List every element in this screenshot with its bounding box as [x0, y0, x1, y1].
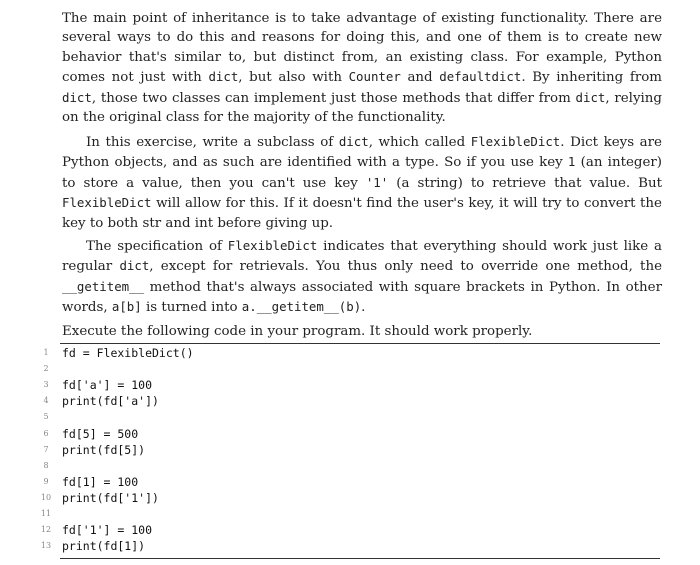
- code-line: [0, 458, 700, 474]
- paragraph-execute-instruction: [62, 322, 662, 341]
- text-run: The specification of: [86, 239, 228, 254]
- text-run: indicates that everything should work just like a regular: [62, 239, 662, 275]
- code-text: print(fd['a']): [62, 394, 159, 409]
- text-run: . By inheriting from: [521, 70, 662, 86]
- code-line: [0, 538, 700, 554]
- code-text: fd = FlexibleDict(): [62, 346, 194, 360]
- text-run: will allow for this. If it doesn't find the user's key, it will try to convert the key to both str and int before giving up.: [62, 196, 662, 231]
- code-line: [0, 442, 700, 458]
- inline-code: Counter: [348, 69, 401, 85]
- text-run: method that's always associated with square brackets in Python. In other words,: [62, 279, 662, 316]
- text-run: .: [361, 300, 366, 316]
- text-run: Execute the following code in your program. It should work properly.: [62, 324, 533, 339]
- inline-code: dict: [338, 134, 369, 149]
- code-line: [0, 474, 700, 490]
- code-block-bottom-rule: [60, 558, 660, 559]
- code-text: print(fd[1]): [62, 539, 146, 554]
- code-line: [0, 506, 700, 522]
- text-run: is turned into: [141, 300, 242, 316]
- inline-code: dict: [119, 258, 150, 274]
- paragraph-exercise: [62, 132, 662, 233]
- text-run: , but also with: [238, 70, 349, 86]
- inline-code: FlexibleDict: [470, 134, 561, 149]
- line-number: 11: [40, 509, 52, 518]
- text-run: In this exercise, write a subclass of: [86, 135, 339, 150]
- line-number: 5: [43, 412, 49, 422]
- paragraph-specification: [62, 236, 662, 318]
- inline-code: a[b]: [111, 299, 142, 315]
- inline-code: defaultdict: [439, 69, 522, 85]
- code-block-top-rule: [60, 343, 660, 344]
- line-number: 2: [43, 364, 49, 374]
- code-text: print(fd[5]): [62, 442, 146, 457]
- text-run: and: [400, 70, 440, 86]
- code-line: [0, 522, 700, 538]
- line-number: 12: [40, 525, 52, 535]
- code-line: [0, 345, 700, 361]
- paragraph-inheritance-intro: [62, 9, 662, 127]
- line-number: 8: [43, 460, 49, 470]
- code-line: [0, 393, 700, 409]
- inline-code: dict: [575, 89, 606, 105]
- inline-code: a.__getitem__(b): [241, 299, 362, 315]
- line-number: 7: [43, 444, 49, 454]
- code-text: print(fd['1']): [62, 490, 159, 505]
- text-run: , except for retrievals. You thus only need to override one method, the: [149, 259, 662, 275]
- line-number: 3: [43, 380, 49, 390]
- line-number: 10: [40, 492, 52, 502]
- line-number: 9: [43, 476, 49, 486]
- line-number: 13: [40, 541, 52, 551]
- code-line: [0, 426, 700, 442]
- code-line: [0, 361, 700, 377]
- text-run: . Dict keys are Python objects, and as such are identified with a type. So if you use key: [62, 135, 662, 171]
- inline-code: dict: [62, 89, 92, 105]
- text-run: , which called: [368, 135, 471, 150]
- code-text: fd[1] = 100: [62, 474, 139, 489]
- code-text: fd['1'] = 100: [62, 523, 153, 538]
- text-run: (a string) to retrieve that value. But: [388, 175, 662, 191]
- text-run: , those two classes can implement just those methods that differ from: [91, 90, 576, 106]
- text-run: The main point of inheritance is to take advantage of existing functionality. There are several ways to do this and reasons for doing this, and one of them is to create new behavior that's similar to, but distinct from, an existing class. For example, Python comes not just with: [62, 11, 662, 86]
- code-text: fd['a'] = 100: [62, 378, 153, 393]
- inline-code: FlexibleDict: [62, 195, 152, 211]
- line-number: 6: [43, 428, 49, 438]
- inline-code: __getitem__: [62, 278, 145, 294]
- text-run: , relying on the original class for the majority of the functionality.: [62, 90, 663, 126]
- text-run: (an integer) to store a value, then you can't use key: [62, 155, 662, 191]
- inline-code: dict: [208, 69, 239, 85]
- inline-code: 1: [567, 154, 576, 170]
- inline-code: '1': [365, 174, 389, 190]
- code-line: [0, 377, 700, 393]
- line-number: 4: [43, 396, 49, 406]
- code-text: fd[5] = 500: [62, 426, 139, 441]
- code-line: [0, 490, 700, 506]
- line-number: 1: [43, 348, 49, 357]
- code-line: [0, 409, 700, 425]
- inline-code: FlexibleDict: [227, 238, 318, 253]
